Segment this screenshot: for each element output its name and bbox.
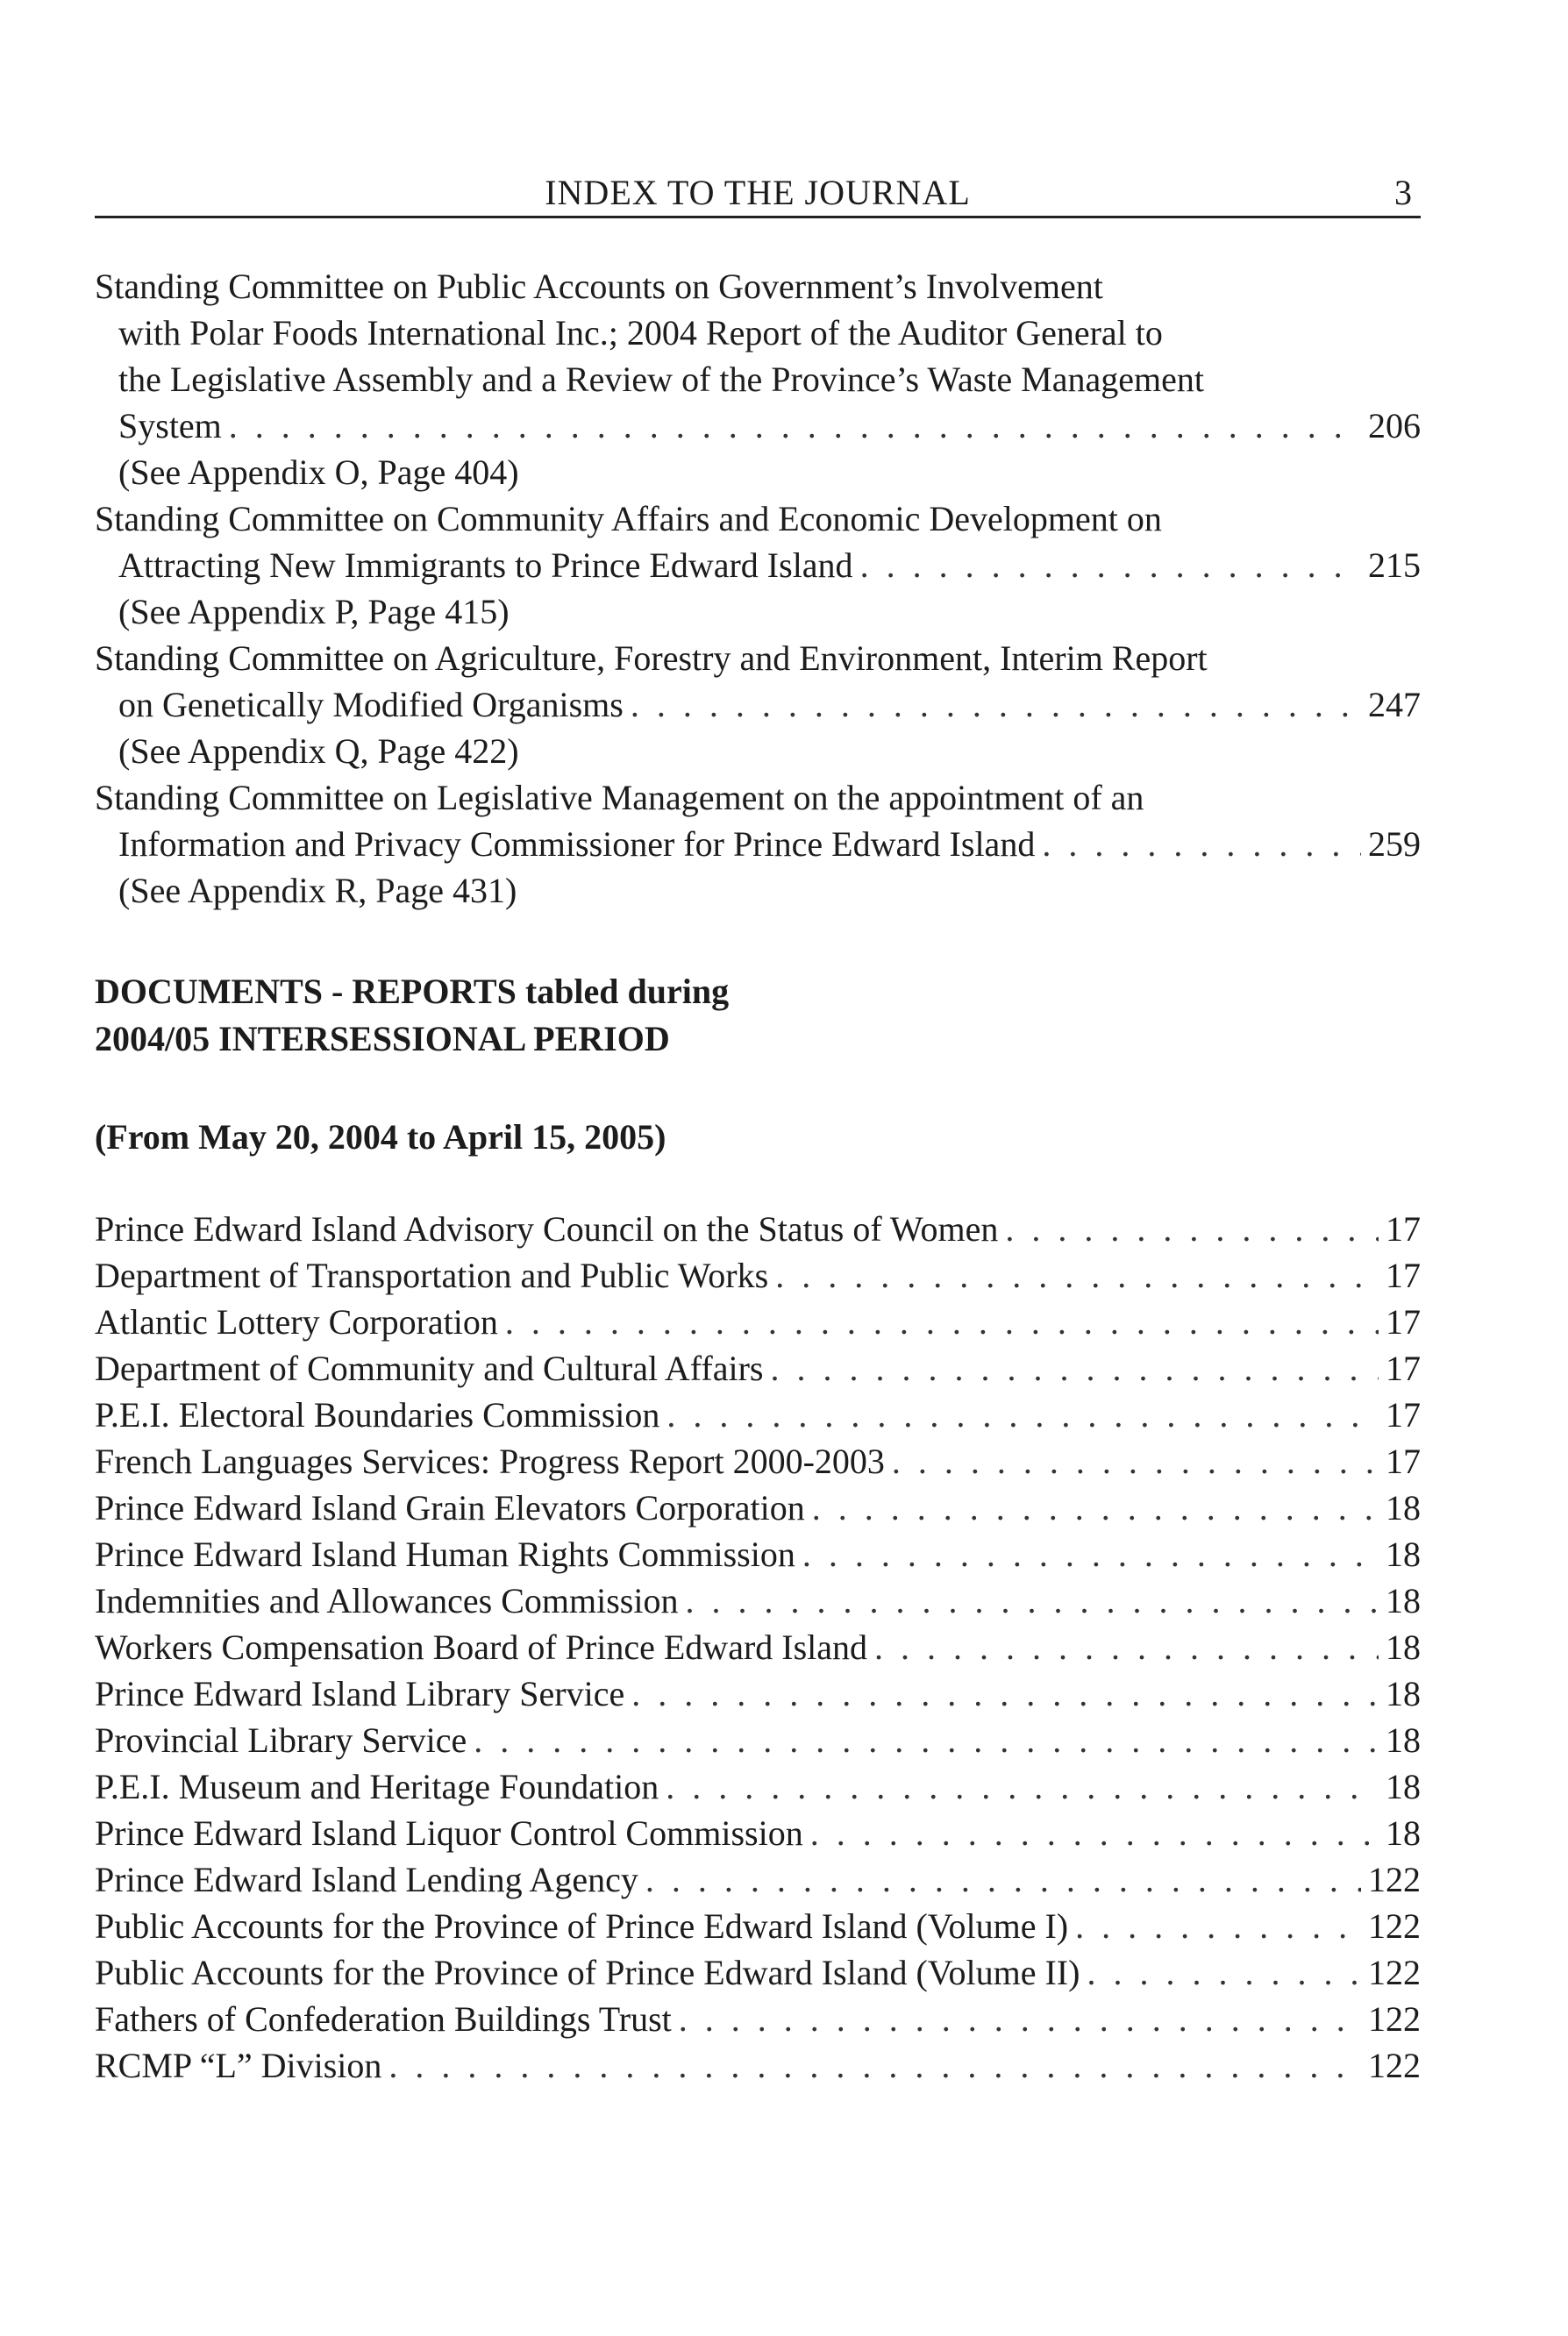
document-entry [95, 1810, 1421, 1856]
document-title: Indemnities and Allowances Commission [95, 1581, 679, 1620]
section-heading [95, 968, 729, 1063]
entry-line: on Genetically Modified Organisms [118, 685, 624, 724]
entry-page-number: 215 [1368, 545, 1421, 585]
dot-leader [686, 1578, 1379, 1624]
document-page-number: 17 [1386, 1395, 1421, 1435]
document-page-number: 17 [1386, 1442, 1421, 1481]
document-entry [95, 1763, 1421, 1810]
entry-line: Information and Privacy Commissioner for Prince Edward Island [118, 824, 1036, 864]
running-header [95, 172, 1421, 218]
document-entry [95, 1252, 1421, 1299]
document-page-number: 18 [1386, 1674, 1421, 1713]
document-page-number: 17 [1386, 1349, 1421, 1388]
document-title: P.E.I. Electoral Boundaries Commission [95, 1395, 660, 1435]
document-entry [95, 1624, 1421, 1670]
document-entry [95, 1531, 1421, 1578]
appendix-reference: (See Appendix P, Page 415) [118, 592, 510, 631]
document-title: Prince Edward Island Liquor Control Commission [95, 1813, 803, 1853]
appendix-reference: (See Appendix Q, Page 422) [118, 731, 519, 771]
dot-leader [1075, 1903, 1361, 1949]
section-heading-line: DOCUMENTS - REPORTS tabled during [95, 972, 730, 1011]
document-title: Fathers of Confederation Buildings Trust [95, 1999, 672, 2039]
document-title: Prince Edward Island Advisory Council on the Status of Women [95, 1209, 999, 1249]
document-page-number: 122 [1368, 1953, 1421, 1992]
dot-leader [812, 1485, 1379, 1531]
dot-leader [474, 1717, 1379, 1763]
document-entry [95, 1345, 1421, 1392]
document-title: Department of Community and Cultural Affairs [95, 1349, 764, 1388]
entry-line: with Polar Foods International Inc.; 2004 Report of the Auditor General to [118, 313, 1163, 353]
document-entry [95, 1578, 1421, 1624]
document-title: P.E.I. Museum and Heritage Foundation [95, 1767, 659, 1806]
document-title: Department of Transportation and Public Works [95, 1256, 769, 1295]
entry-line: Standing Committee on Community Affairs and Economic Development on [95, 499, 1162, 538]
dot-leader [505, 1299, 1379, 1345]
dot-leader [860, 542, 1361, 588]
document-page-number: 18 [1386, 1720, 1421, 1760]
appendix-reference: (See Appendix O, Page 404) [118, 452, 519, 492]
document-page-number: 18 [1386, 1627, 1421, 1667]
document-entry [95, 1670, 1421, 1717]
section-heading-line: 2004/05 INTERSESSIONAL PERIOD [95, 1019, 670, 1058]
document-title: French Languages Services: Progress Report 2000-2003 [95, 1442, 885, 1481]
document-entry [95, 1299, 1421, 1345]
document-title: Public Accounts for the Province of Prince Edward Island (Volume II) [95, 1953, 1080, 1992]
dot-leader [1005, 1206, 1379, 1252]
document-title: Provincial Library Service [95, 1720, 467, 1760]
dot-leader [645, 1856, 1361, 1903]
entry-page-number: 206 [1368, 406, 1421, 445]
document-title: Workers Compensation Board of Prince Edward Island [95, 1627, 868, 1667]
documents-list [95, 1206, 1421, 2089]
document-page-number: 17 [1386, 1302, 1421, 1342]
document-entry [95, 1717, 1421, 1763]
header-title: INDEX TO THE JOURNAL [545, 173, 971, 212]
document-page-number: 17 [1386, 1256, 1421, 1295]
document-entry [95, 1856, 1421, 1903]
dot-leader [874, 1624, 1379, 1670]
document-title: Atlantic Lottery Corporation [95, 1302, 498, 1342]
document-page-number: 18 [1386, 1767, 1421, 1806]
entry-leader-line [95, 681, 1421, 728]
document-entry [95, 2042, 1421, 2089]
document-entry [95, 1392, 1421, 1438]
document-page-number: 18 [1386, 1535, 1421, 1574]
document-title: Prince Edward Island Lending Agency [95, 1860, 638, 1899]
entry-line: Attracting New Immigrants to Prince Edward Island [118, 545, 853, 585]
document-title: Prince Edward Island Library Service [95, 1674, 625, 1713]
document-entry [95, 1903, 1421, 1949]
dot-leader [802, 1531, 1379, 1578]
entry-page-number: 247 [1368, 685, 1421, 724]
document-title: RCMP “L” Division [95, 2046, 382, 2085]
entry-leader-line [95, 542, 1421, 588]
document-entry [95, 1485, 1421, 1531]
dot-leader [631, 681, 1361, 728]
dot-leader [892, 1438, 1379, 1485]
dot-leader [631, 1670, 1379, 1717]
document-page-number: 122 [1368, 1860, 1421, 1899]
dot-leader [770, 1345, 1379, 1392]
entry-line: System [118, 406, 222, 445]
dot-leader [810, 1810, 1379, 1856]
entry-page-number: 259 [1368, 824, 1421, 864]
document-entry [95, 1438, 1421, 1485]
document-entry [95, 1996, 1421, 2042]
document-page-number: 18 [1386, 1813, 1421, 1853]
document-page-number: 18 [1386, 1581, 1421, 1620]
section-date-range: (From May 20, 2004 to April 15, 2005) [95, 1117, 666, 1157]
page-number: 3 [1394, 173, 1412, 212]
dot-leader [679, 1996, 1361, 2042]
document-page-number: 122 [1368, 1906, 1421, 1946]
document-title: Prince Edward Island Human Rights Commission [95, 1535, 795, 1574]
dot-leader [1042, 821, 1361, 867]
index-entry [95, 635, 1421, 774]
entry-line: the Legislative Assembly and a Review of the Province’s Waste Management [118, 360, 1204, 399]
document-page-number: 17 [1386, 1209, 1421, 1249]
index-entry [95, 774, 1421, 914]
index-entry [95, 263, 1421, 495]
index-entry [95, 495, 1421, 635]
document-page-number: 122 [1368, 1999, 1421, 2039]
dot-leader [666, 1763, 1379, 1810]
entry-line: Standing Committee on Public Accounts on Government’s Involvement [95, 267, 1103, 306]
dot-leader [388, 2042, 1361, 2089]
document-entry [95, 1949, 1421, 1996]
document-title: Public Accounts for the Province of Prince Edward Island (Volume I) [95, 1906, 1069, 1946]
committee-reports-list [95, 263, 1421, 914]
entry-line: Standing Committee on Agriculture, Forestry and Environment, Interim Report [95, 638, 1208, 678]
appendix-reference: (See Appendix R, Page 431) [118, 871, 517, 910]
dot-leader [775, 1252, 1379, 1299]
entry-leader-line [95, 821, 1421, 867]
document-page-number: 18 [1386, 1488, 1421, 1528]
document-title: Prince Edward Island Grain Elevators Corporation [95, 1488, 805, 1528]
entry-leader-line [95, 402, 1421, 449]
dot-leader [1087, 1949, 1361, 1996]
document-page-number: 122 [1368, 2046, 1421, 2085]
entry-line: Standing Committee on Legislative Management on the appointment of an [95, 778, 1144, 817]
document-entry [95, 1206, 1421, 1252]
dot-leader [229, 402, 1361, 449]
dot-leader [666, 1392, 1379, 1438]
